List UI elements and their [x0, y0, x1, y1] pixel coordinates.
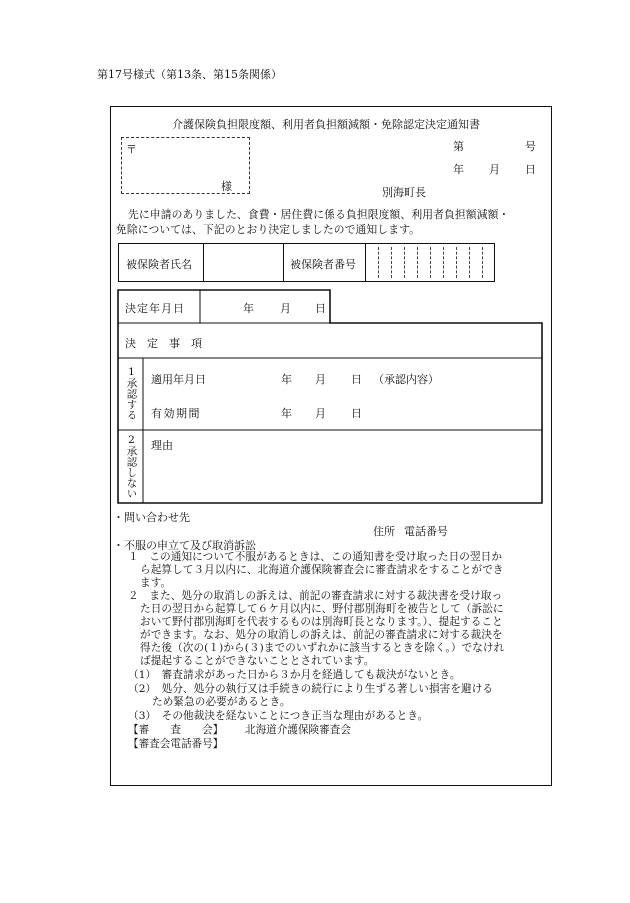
- applicable-year: 年: [281, 373, 292, 386]
- doc-number-suffix: 号: [525, 140, 536, 153]
- applicable-date-label: 適用年月日: [151, 373, 206, 386]
- approval-content-label: （承認内容）: [373, 373, 439, 386]
- council-label: 【審 査 会】: [128, 724, 224, 736]
- council-name: 北海道介護保険審査会: [245, 724, 351, 736]
- decision-day: 日: [315, 302, 326, 315]
- decision-date-label: 決定年月日: [125, 302, 185, 315]
- reason-label: 理由: [151, 439, 173, 452]
- validity-year: 年: [281, 407, 292, 420]
- decision-month: 月: [280, 302, 291, 315]
- approve-side-label: 1承認する: [125, 366, 138, 420]
- appeal-condition-2-line-1: （2） 処分、処分の執行又は手続きの続行により生ずる著しい損害を避ける: [128, 683, 494, 695]
- reject-side-label: 2承認しない: [125, 434, 138, 499]
- validity-period-label: 有効期間: [151, 407, 201, 420]
- intro-line-2: 免除については、下記のとおり決定しましたので通知します。: [116, 223, 421, 236]
- decision-year: 年: [243, 302, 254, 315]
- form-title: 介護保険負担限度額、利用者負担額減額・免除認定決定通知書: [172, 118, 480, 131]
- council-phone-label: 【審査会電話番号】: [128, 738, 224, 750]
- decision-items-label: 決 定 事 項: [125, 337, 202, 350]
- date-month: 月: [489, 163, 500, 176]
- insured-number-label: 被保険者番号: [290, 258, 356, 271]
- validity-month: 月: [315, 407, 326, 420]
- doc-number-prefix: 第: [453, 140, 464, 153]
- appeal-condition-2-line-2: ため緊急の必要があるとき。: [152, 696, 291, 708]
- appeal-heading: ・不服の申立て及び取消訴訟: [113, 539, 256, 552]
- applicable-month: 月: [315, 373, 326, 386]
- appeal-p1-line-1: １ この通知について不服があるときは、この通知書を受け取った日の翌日か: [128, 551, 503, 563]
- form-number: 第17号様式（第13条、第15条関係）: [97, 68, 282, 81]
- postal-mark: 〒: [126, 143, 137, 156]
- appeal-p2-line-2: た日の翌日から起算して６ケ月以内に、野付郡別海町を被告として（訴訟に: [140, 603, 504, 615]
- appeal-p2-line-3: おいて野付郡別海町を代表するものは別海町長となります。）、提起すること: [140, 616, 503, 628]
- appeal-p1-line-2: ら起算して３月以内に、北海道介護保険審査会に審査請求をすることができ: [140, 564, 504, 576]
- validity-day: 日: [351, 407, 362, 420]
- inquiry-phone-label: 電話番号: [404, 525, 448, 538]
- inquiry-heading: ・問い合わせ先: [113, 511, 190, 524]
- intro-line-1: 先に申請のありました、食費・居住費に係る負担限度額、利用者負担額減額・: [128, 208, 510, 221]
- inquiry-address-label: 住所: [373, 525, 395, 538]
- applicable-day: 日: [351, 373, 362, 386]
- appeal-condition-3: （3） その他裁決を経ないことにつき正当な理由があるとき。: [128, 710, 429, 722]
- appeal-p2-line-5: 得た後（次の(１)から(３)までのいずれかに該当するときを除く。）でなけれ: [140, 642, 505, 654]
- appeal-condition-1: （1） 審査請求があった日から３か月を経過しても裁決がないとき。: [128, 669, 461, 681]
- insured-name-label: 被保険者氏名: [126, 258, 192, 271]
- date-year: 年: [453, 163, 464, 176]
- date-day: 日: [525, 163, 536, 176]
- appeal-p1-line-3: ます。: [140, 577, 172, 589]
- issuer: 別海町長: [382, 186, 426, 199]
- appeal-p2-line-6: ば提起することができないこととされています。: [140, 655, 375, 667]
- honorific: 様: [221, 180, 232, 193]
- appeal-p2-line-1: ２ また、処分の取消しの訴えは、前記の審査請求に対する裁決書を受け取っ: [128, 590, 503, 602]
- appeal-p2-line-4: ができます。なお、処分の取消しの訴えは、前記の審査請求に対する裁決を: [140, 629, 503, 641]
